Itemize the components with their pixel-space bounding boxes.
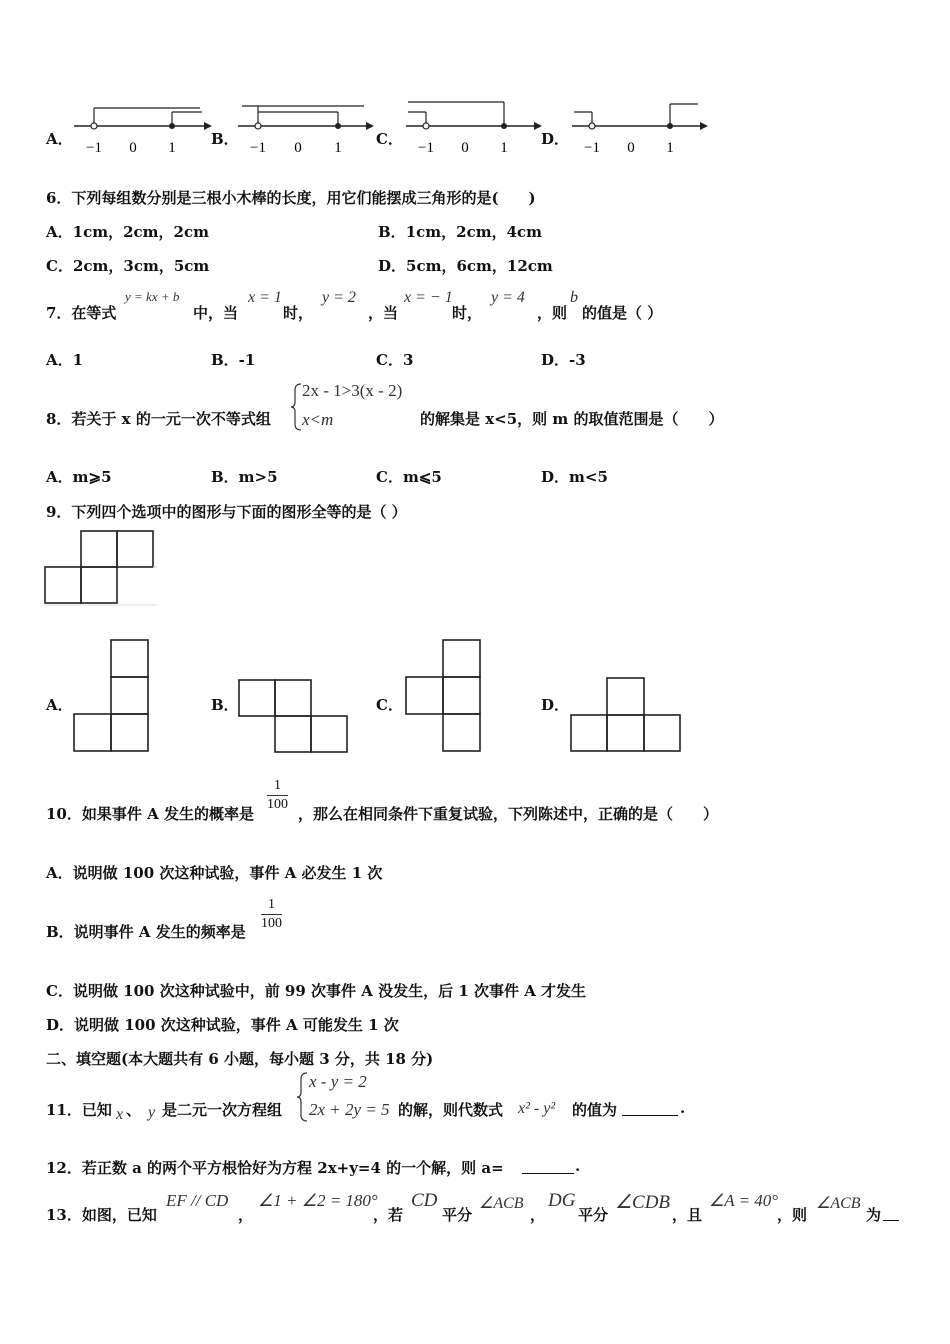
q11-part: 是二元一次方程组 <box>162 1101 283 1119</box>
open-dot <box>255 123 261 129</box>
q9-option-a-letter: A． <box>46 696 73 714</box>
q9-option-c-letter: C． <box>376 696 403 714</box>
q6-option-b-label: B． <box>378 223 406 241</box>
q10-option-c: C．说明做 100 次这种试验中，前 99 次事件 A 没发生，后 1 次事件 A 才发生 <box>46 982 587 1000</box>
q8-part: 的解集是 x<5，则 m 的取值范围是（ ） <box>420 410 724 428</box>
q11-var-y: y <box>148 1104 156 1121</box>
tick-label: 0 <box>129 140 137 156</box>
q5-option-d-number-line <box>570 98 710 160</box>
square <box>644 715 680 751</box>
q7-variable-b: b <box>570 289 578 306</box>
square <box>443 677 480 714</box>
q5-option-b-number-line <box>236 98 376 160</box>
q12-text: 12．若正数 a 的两个平方根恰好为方程 2x+y=4 的一个解，则 a= <box>46 1159 504 1177</box>
square <box>443 714 480 751</box>
q13-expr-angles: ∠1 + ∠2 = 180° <box>258 1191 378 1210</box>
q10-part: 10．如果事件 A 发生的概率是 <box>46 805 254 823</box>
square <box>111 677 148 714</box>
q7-option-c: C．3 <box>376 351 414 369</box>
q6-option-c-label: C． <box>46 257 73 275</box>
q7-part: 时， <box>283 304 314 322</box>
open-dot <box>423 123 429 129</box>
tick-label: −1 <box>584 140 600 156</box>
q8-option-d: D．m<5 <box>541 468 608 486</box>
q11-left-brace <box>296 1071 310 1123</box>
open-dot <box>589 123 595 129</box>
square <box>111 714 148 751</box>
q6-option-a-value: 1cm，2cm，2cm <box>72 223 209 241</box>
fraction-numerator: 1 <box>267 777 288 796</box>
fraction-denominator: 100 <box>261 916 282 931</box>
q10-part: ，那么在相同条件下重复试验，下列陈述中，正确的是（ ） <box>298 805 719 823</box>
q7-part: ，则 <box>537 304 568 322</box>
q5-option-a-letter: A． <box>46 130 73 148</box>
q6-stem: 6．下列每组数分别是三根小木棒的长度，用它们能摆成三角形的是( ) <box>46 189 536 207</box>
square <box>311 716 347 752</box>
q13-expr-cd: CD <box>411 1190 438 1211</box>
q5-option-b-letter: B． <box>211 130 239 148</box>
q8-inequality-2: x<m <box>302 410 334 429</box>
q9-option-b-letter: B． <box>211 696 239 714</box>
q13-expr-dg: DG <box>548 1190 576 1211</box>
q9-option-d-letter: D． <box>541 696 570 714</box>
tick-label: 1 <box>168 140 176 156</box>
q13-part: 平分 <box>442 1206 473 1224</box>
q7-part: 中，当 <box>193 304 239 322</box>
section-heading-fill-in: 二、填空题(本大题共有 6 小题，每小题 3 分，共 18 分) <box>46 1050 434 1068</box>
square <box>275 680 311 716</box>
q7-option-b: B．-1 <box>211 351 256 369</box>
q5-option-d-letter: D． <box>541 130 570 148</box>
q5-option-c-number-line <box>404 98 544 160</box>
q13-expr-angle-a: ∠A = 40° <box>709 1191 779 1210</box>
q5-option-a-number-line <box>72 98 212 160</box>
square <box>45 567 81 603</box>
q6-option-a <box>46 221 209 242</box>
tick-label: 1 <box>500 140 508 156</box>
square <box>607 678 644 715</box>
q11-expression: x² - y² <box>518 1100 556 1117</box>
q13-expr-acb: ∠ACB <box>479 1195 524 1212</box>
tick-label: 1 <box>334 140 342 156</box>
square <box>117 531 153 567</box>
q13-answer-blank[interactable] <box>883 1204 899 1221</box>
q13-part: ，若 <box>373 1206 404 1224</box>
tick-label: −1 <box>250 140 266 156</box>
square <box>443 640 480 677</box>
q6-option-d-label: D． <box>378 257 407 275</box>
q10-option-b-text: B．说明事件 A 发生的频率是 <box>46 923 246 941</box>
q10-option-a: A．说明做 100 次这种试验，事件 A 必发生 1 次 <box>46 864 383 882</box>
tick-label: −1 <box>86 140 102 156</box>
q11-part: 的解，则代数式 <box>398 1101 504 1119</box>
q13-expr-parallel: EF // CD <box>166 1191 229 1210</box>
tick-label: 0 <box>627 140 635 156</box>
q11-equation-1: x - y = 2 <box>309 1072 367 1091</box>
q8-option-c: C．m⩽5 <box>376 468 442 486</box>
q8-option-b: B．m>5 <box>211 468 278 486</box>
square <box>81 531 117 567</box>
q11-var-x: x <box>116 1106 124 1123</box>
q6-option-c-value: 2cm，3cm，5cm <box>72 257 210 275</box>
q12-answer-blank[interactable] <box>522 1157 574 1174</box>
square <box>607 715 644 751</box>
q9-option-d-figure <box>569 676 685 754</box>
q13-part: 13．如图，已知 <box>46 1206 157 1224</box>
open-dot <box>91 123 97 129</box>
q6-option-b <box>378 221 542 242</box>
q7-equation: y = kx + b <box>125 289 180 304</box>
q10-option-d: D．说明做 100 次这种试验，事件 A 可能发生 1 次 <box>46 1016 399 1034</box>
q7-condition-y2: y = 4 <box>491 289 525 306</box>
square <box>74 714 111 751</box>
q8-part: 8．若关于 x 的一元一次不等式组 <box>46 410 271 428</box>
q9-stem: 9．下列四个选项中的图形与下面的图形全等的是（ ） <box>46 503 407 521</box>
q7-part: 7．在等式 <box>46 304 117 322</box>
q13-part: ，且 <box>672 1206 703 1224</box>
tick-label: 0 <box>461 140 469 156</box>
q5-option-c-letter: C． <box>376 130 403 148</box>
q13-part: ， <box>238 1206 254 1224</box>
axis-arrow <box>366 122 374 130</box>
tick-label: 1 <box>666 140 674 156</box>
q7-condition-y1: y = 2 <box>322 289 356 306</box>
square <box>406 677 443 714</box>
q9-option-a-figure <box>72 638 152 754</box>
q9-option-b-figure <box>237 678 351 754</box>
solid-dot <box>501 123 507 129</box>
q6-option-d <box>378 255 553 276</box>
q13-part: 为 <box>866 1206 882 1224</box>
q13-part: ， <box>530 1206 546 1224</box>
q6-option-b-value: 1cm，2cm，4cm <box>405 223 543 241</box>
fraction-numerator: 1 <box>261 896 282 915</box>
q9-reference-figure <box>44 530 158 608</box>
axis-arrow <box>700 122 708 130</box>
q10-option-b-fraction <box>261 896 282 933</box>
q8-inequality-1: 2x - 1>3(x - 2) <box>302 381 403 400</box>
q13-expr-cdb: ∠CDB <box>615 1192 671 1213</box>
solid-dot <box>169 123 175 129</box>
square <box>239 680 275 716</box>
square <box>571 715 607 751</box>
square <box>275 716 311 752</box>
q11-equation-2: 2x + 2y = 5 <box>309 1100 390 1119</box>
square <box>81 567 117 603</box>
q11-part: . <box>680 1099 686 1117</box>
q10-probability-fraction <box>267 777 288 814</box>
q7-condition-x2: x = − 1 <box>404 289 453 306</box>
solid-dot <box>335 123 341 129</box>
q7-part: 时， <box>452 304 483 322</box>
q12-part: . <box>575 1157 581 1175</box>
q13-expr-acb-2: ∠ACB <box>816 1195 861 1212</box>
q11-part: 的值为 <box>572 1101 618 1119</box>
q6-option-a-label: A． <box>46 223 73 241</box>
q13-part: ，则 <box>777 1206 808 1224</box>
q7-part: 的值是（ ） <box>582 304 663 322</box>
q11-part: 、 <box>126 1101 142 1119</box>
q7-option-d: D．-3 <box>541 351 586 369</box>
q11-answer-blank[interactable] <box>622 1099 678 1116</box>
q7-condition-x1: x = 1 <box>248 289 282 306</box>
q13-part: 平分 <box>578 1206 609 1224</box>
q7-option-a: A．1 <box>46 351 84 369</box>
solid-dot <box>667 123 673 129</box>
tick-label: 0 <box>294 140 302 156</box>
q6-option-d-value: 5cm，6cm，12cm <box>406 257 553 275</box>
fraction-denominator: 100 <box>267 797 288 812</box>
q7-part: ，当 <box>368 304 399 322</box>
q11-part: 11．已知 <box>46 1101 112 1119</box>
q9-option-c-figure <box>404 638 484 754</box>
q8-option-a: A．m⩾5 <box>46 468 112 486</box>
tick-label: −1 <box>418 140 434 156</box>
square <box>111 640 148 677</box>
q6-option-c <box>46 255 209 276</box>
